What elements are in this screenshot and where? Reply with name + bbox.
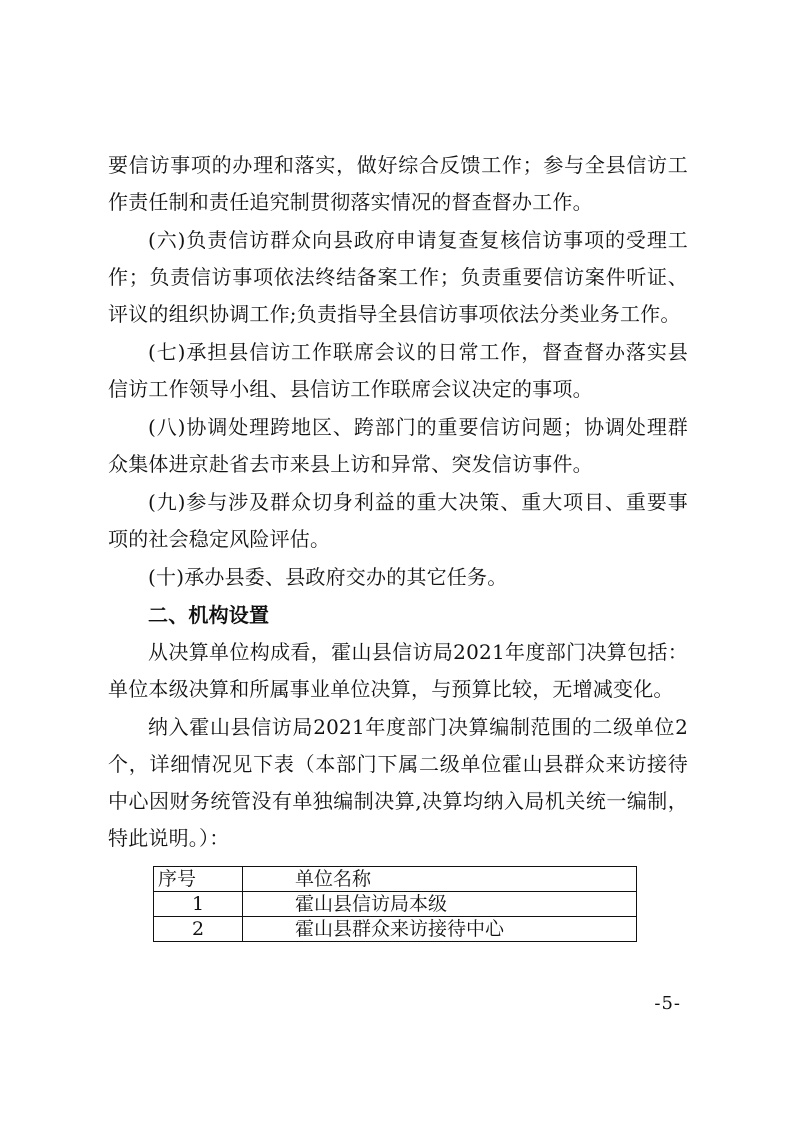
paragraph-scope: 纳入霍山县信访局2021年度部门决算编制范围的二级单位2个，详细情况见下表（本部门下属二级单位霍山县群众来访接待中心因财务统管没有单独编制决算,决算均纳入局机关统一编制，特此说明。）：: [108, 715, 688, 850]
paragraph-continuation: 要信访事项的办理和落实，做好综合反馈工作；参与全县信访工作责任制和责任追究制贯彻落实情况的督查督办工作。: [108, 153, 688, 214]
cell-unit-name: 霍山县信访局本级: [243, 892, 637, 917]
page-number: -5-: [654, 993, 681, 1014]
section-heading: 二、机构设置: [148, 603, 270, 627]
paragraph-item-7: (七)承担县信访工作联席会议的日常工作，督查督办落实县信访工作领导小组、县信访工作联席会议决定的事项。: [108, 340, 688, 401]
paragraph-item-9: (九)参与涉及群众切身利益的重大决策、重大项目、重要事项的社会稳定风险评估。: [108, 490, 688, 551]
table-row: [154, 892, 637, 917]
header-unit-name: 单位名称: [243, 867, 637, 892]
paragraph-item-6: (六)负责信访群众向县政府申请复查复核信访事项的受理工作；负责信访事项依法终结备案工作；负责重要信访案件听证、评议的组织协调工作;负责指导全县信访事项依法分类业务工作。: [108, 228, 688, 326]
header-serial-number: 序号: [154, 867, 243, 892]
units-table: [153, 866, 637, 942]
cell-serial-number: 1: [154, 892, 243, 917]
cell-serial-number: 2: [154, 917, 243, 942]
paragraph-item-10: (十)承办县委、县政府交办的其它任务。: [148, 565, 508, 589]
table-header-row: [154, 867, 637, 892]
paragraph-composition: 从决算单位构成看，霍山县信访局2021年度部门决算包括：单位本级决算和所属事业单位决算，与预算比较，无增减变化。: [108, 640, 688, 701]
cell-unit-name: 霍山县群众来访接待中心: [243, 917, 637, 942]
table-row: [154, 917, 637, 942]
paragraph-item-8: (八)协调处理跨地区、跨部门的重要信访问题；协调处理群众集体进京赴省去市来县上访和异常、突发信访事件。: [108, 415, 688, 476]
